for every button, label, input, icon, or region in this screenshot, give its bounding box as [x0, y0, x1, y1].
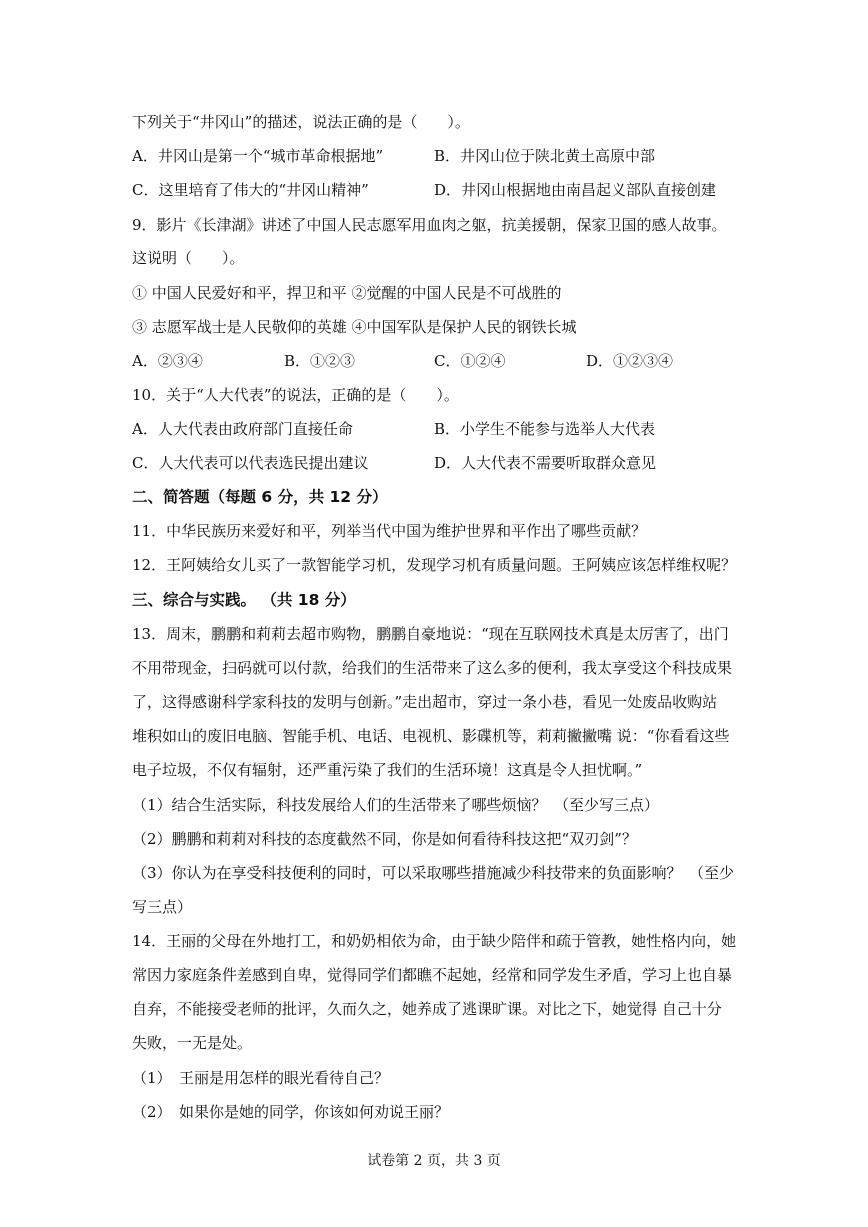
question-9-option-b: B．①②③	[284, 352, 356, 370]
section-3-title: 三、综合与实践。 （共 18 分）	[132, 591, 356, 609]
question-9-statements-line1: ① 中国人民爱好和平，捍卫和平 ②觉醒的中国人民是不可战胜的	[132, 284, 562, 302]
question-8-option-b: B．井冈山位于陕北黄土高原中部	[434, 147, 656, 165]
question-14-line4: 失败，一无是处。	[132, 1034, 253, 1052]
question-10-option-d: D．人大代表不需要听取群众意见	[434, 454, 657, 472]
question-14-line1: 14．王丽的父母在外地打工，和奶奶相依为命，由于缺少陪伴和疏于管教，她性格内向，她	[132, 932, 737, 950]
question-8-stem: 下列关于“井冈山”的描述，说法正确的是（ ）。	[132, 113, 470, 131]
question-13-sub3-line2: 写三点）	[132, 898, 193, 916]
question-13-sub3-line1: （3）你认为在享受科技便利的同时，可以采取哪些措施减少科技带来的负面影响？ （至少	[132, 864, 735, 882]
question-8-option-c: C．这里培育了伟大的“井冈山精神”	[132, 181, 369, 199]
question-10-option-c: C．人大代表可以代表选民提出建议	[132, 454, 369, 472]
question-10-option-b: B．小学生不能参与选举人大代表	[434, 420, 656, 438]
question-9-stem-line2: 这说明（ ）。	[132, 249, 245, 267]
question-13-line5: 电子垃圾，不仅有辐射，还严重污染了我们的生活环境！这真是令人担忧啊。”	[132, 761, 643, 779]
question-9-option-c: C．①②④	[434, 352, 506, 370]
question-13-sub2: （2）鹏鹏和莉莉对科技的态度截然不同，你是如何看待科技这把“双刃剑”？	[132, 830, 637, 848]
question-9-option-a: A．②③④	[132, 352, 203, 370]
question-12: 12．王阿姨给女儿买了一款智能学习机，发现学习机有质量问题。王阿姨应该怎样维权呢？	[132, 556, 737, 574]
page-footer: 试卷第 2 页，共 3 页	[367, 1153, 501, 1169]
question-9-option-d: D．①②③④	[586, 352, 674, 370]
question-13-line2: 不用带现金，扫码就可以付款，给我们的生活带来了这么多的便利，我太享受这个科技成果	[132, 659, 733, 677]
question-14-line2: 常因力家庭条件差感到自卑，觉得同学们都瞧不起她，经常和同学发生矛盾，学习上也自暴	[132, 966, 733, 984]
question-14-sub1: （1） 王丽是用怎样的眼光看待自己？	[132, 1069, 390, 1087]
question-14-sub2: （2） 如果你是她的同学，你该如何劝说王丽？	[132, 1103, 450, 1121]
section-2-title: 二、简答题（每题 6 分，共 12 分）	[132, 488, 388, 506]
question-13-line4: 堆积如山的废旧电脑、智能手机、电话、电视机、影碟机等，莉莉撇撇嘴 说：“你看看这些	[132, 727, 730, 745]
question-8-option-d: D．井冈山根据地由南昌起义部队直接创建	[434, 181, 717, 199]
question-11: 11．中华民族历来爱好和平，列举当代中国为维护世界和平作出了哪些贡献？	[132, 522, 647, 540]
question-10-stem: 10．关于“人大代表”的说法，正确的是（ ）。	[132, 386, 459, 404]
question-14-line3: 自弃，不能接受老师的批评，久而久之，她养成了逃课旷课。对比之下，她觉得 自己十分	[132, 1000, 722, 1018]
question-10-option-a: A．人大代表由政府部门直接任命	[132, 420, 353, 438]
question-13-sub1: （1）结合生活实际，科技发展给人们的生活带来了哪些烦恼？ （至少写三点）	[132, 796, 660, 814]
question-9-stem-line1: 9．影片《长津湖》讲述了中国人民志愿军用血肉之躯，抗美援朝，保家卫国的感人故事。	[132, 216, 727, 234]
question-8-option-a: A．井冈山是第一个“城市革命根据地”	[132, 147, 384, 165]
question-9-statements-line2: ③ 志愿军战士是人民敬仰的英雄 ④中国军队是保护人民的钢铁长城	[132, 318, 577, 336]
question-13-line3: 了，这得感谢科学家科技的发明与创新。”走出超市，穿过一条小巷，看见一处废品收购站	[132, 693, 718, 711]
question-13-line1: 13．周末，鹏鹏和莉莉去超市购物，鹏鹏自豪地说：“现在互联网技术真是太厉害了，出门	[132, 625, 729, 643]
